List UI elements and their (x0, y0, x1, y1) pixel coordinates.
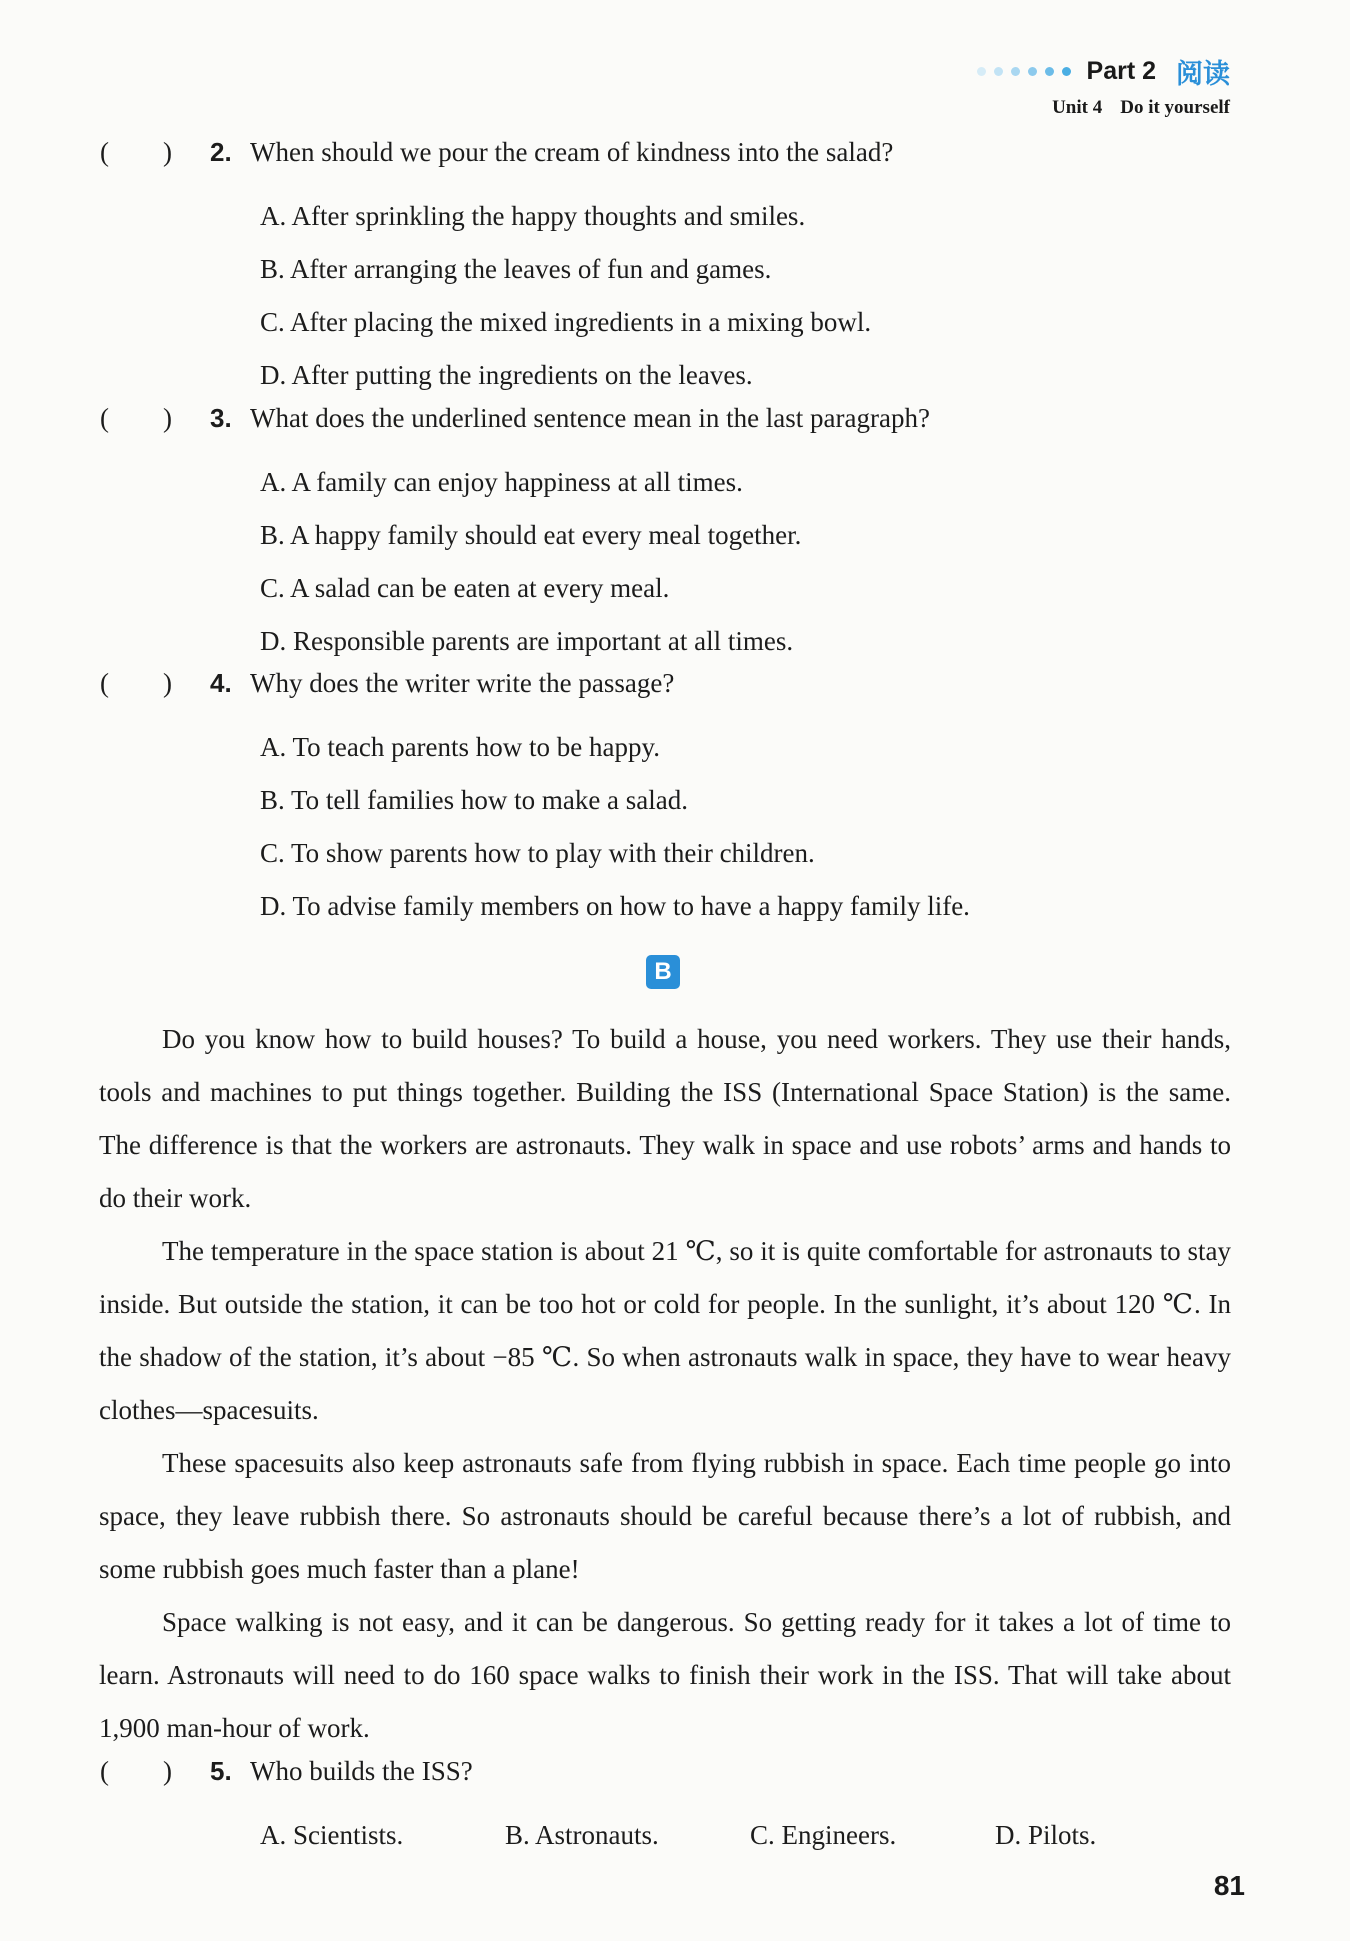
question-number: 4. (210, 668, 232, 698)
option-c: C. To show parents how to play with their children. (260, 838, 815, 868)
answer-blank[interactable]: ( ) (100, 1756, 172, 1786)
question-3 (100, 403, 1230, 668)
passage-paragraph-2: The temperature in the space station is about 21 ℃, so it is quite comfortable for astronauts to stay inside. But outside the station, it can be too hot or cold for people. In the sunlight, it’s about 120 ℃. In the shadow of the station, it’s about −85 ℃. So when astronauts walk in space, they have to wear heavy clothes—spacesuits. (99, 1236, 1231, 1425)
reading-passage (99, 1013, 1231, 1755)
part-label: Part 2 (1086, 57, 1156, 85)
decorative-dot (1011, 67, 1020, 76)
answer-blank[interactable]: ( ) (100, 137, 172, 167)
options-row (260, 1809, 1350, 1862)
question-text: What does the underlined sentence mean in the last paragraph? (250, 403, 930, 433)
option-d: D. Responsible parents are important at all times. (260, 626, 794, 656)
question-number: 5. (210, 1756, 232, 1786)
option-c: C. Engineers. (750, 1820, 897, 1850)
unit-title: Do it yourself (1120, 97, 1230, 118)
answer-blank[interactable]: ( ) (100, 668, 172, 698)
passage-paragraph-3: These spacesuits also keep astronauts safe from flying rubbish in space. Each time people go into space, they leave rubbish there. So astronauts should be careful because there’s a lot of rubbish, and some rubbish goes much faster than a plane! (99, 1448, 1231, 1584)
section-b-badge: B (646, 955, 680, 989)
decorative-dot (1028, 67, 1037, 76)
question-4 (100, 668, 1230, 933)
option-c: C. A salad can be eaten at every meal. (260, 573, 670, 603)
decorative-dots (977, 67, 1071, 76)
option-b: B. To tell families how to make a salad. (260, 785, 689, 815)
option-d: D. To advise family members on how to have a happy family life. (260, 891, 970, 921)
answer-blank[interactable]: ( ) (100, 403, 172, 433)
option-d: D. Pilots. (995, 1820, 1097, 1850)
question-5 (100, 1756, 1230, 1862)
decorative-dot (994, 67, 1003, 76)
passage-paragraph-4: Space walking is not easy, and it can be dangerous. So getting ready for it takes a lot of time to learn. Astronauts will need to do 160 space walks to finish their work in the ISS. That will take about 1,900 man-hour of work. (99, 1607, 1231, 1743)
question-text: When should we pour the cream of kindness into the salad? (250, 137, 894, 167)
question-2 (100, 137, 1230, 402)
decorative-dot (1045, 67, 1054, 76)
option-c: C. After placing the mixed ingredients in a mixing bowl. (260, 307, 872, 337)
question-text: Who builds the ISS? (250, 1756, 473, 1786)
page-number: 81 (1213, 1870, 1245, 1901)
decorative-dot (1062, 67, 1071, 76)
unit-label: Unit 4 (1052, 97, 1103, 118)
option-b: B. After arranging the leaves of fun and games. (260, 254, 772, 284)
decorative-dot (977, 67, 986, 76)
unit-line (977, 97, 1230, 119)
option-a: A. Scientists. (260, 1820, 404, 1850)
option-a: A. A family can enjoy happiness at all times. (260, 467, 743, 497)
option-a: A. After sprinkling the happy thoughts and smiles. (260, 201, 806, 231)
section-label: 阅读 (1176, 59, 1230, 90)
question-number: 2. (210, 137, 232, 167)
page-header (977, 52, 1230, 119)
option-a: A. To teach parents how to be happy. (260, 732, 661, 762)
option-b: B. A happy family should eat every meal together. (260, 520, 802, 550)
option-b: B. Astronauts. (505, 1820, 659, 1850)
question-text: Why does the writer write the passage? (250, 668, 675, 698)
option-d: D. After putting the ingredients on the leaves. (260, 360, 753, 390)
passage-paragraph-1: Do you know how to build houses? To build a house, you need workers. They use their hands, tools and machines to put things together. Building the ISS (International Space Station) is the same. The difference is that the workers are astronauts. They walk in space and use robots’ arms and hands to do their work. (99, 1024, 1231, 1213)
question-number: 3. (210, 403, 232, 433)
